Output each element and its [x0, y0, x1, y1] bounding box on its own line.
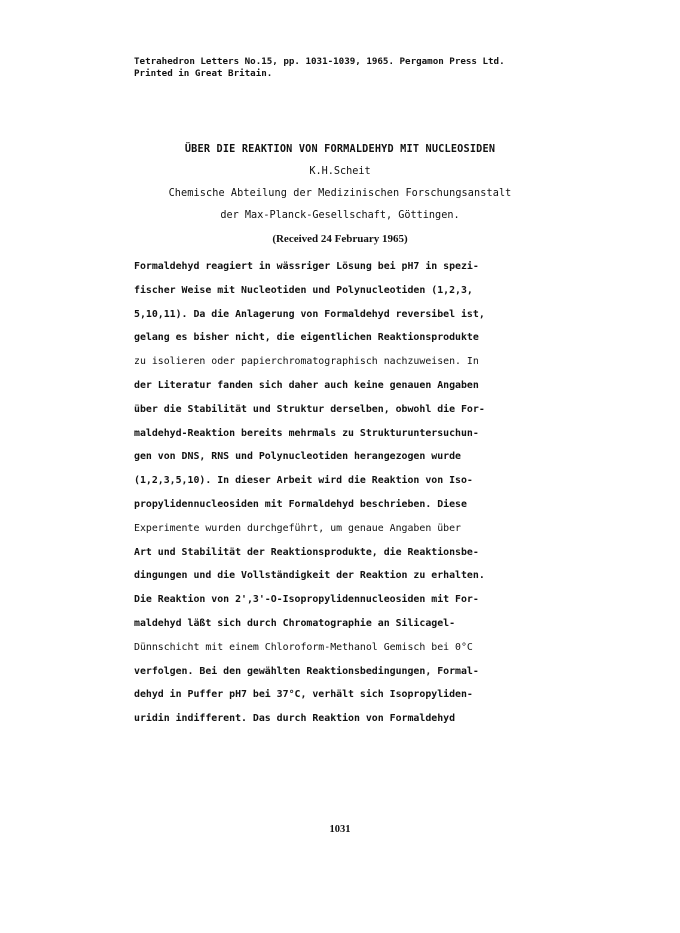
body-text	[134, 255, 546, 731]
body-line: dehyd in Puffer pH7 bei 37°C, verhält sich Isopropyliden-	[134, 689, 473, 701]
body-line: Experimente wurden durchgeführt, um genaue Angaben über	[134, 522, 461, 534]
received-date: (Received 24 February 1965)	[272, 233, 408, 245]
affiliation-line-1: Chemische Abteilung der Medizinischen Forschungsanstalt	[168, 188, 512, 199]
article-title: ÜBER DIE REAKTION VON FORMALDEHYD MIT NUCLEOSIDEN	[184, 144, 496, 155]
body-line: verfolgen. Bei den gewählten Reaktionsbedingungen, Formal-	[134, 665, 479, 677]
body-line: der Literatur fanden sich daher auch keine genauen Angaben	[134, 379, 479, 391]
body-line: gen von DNS, RNS und Polynucleotiden herangezogen wurde	[134, 451, 461, 463]
page-number: 1031	[329, 824, 351, 835]
body-line: gelang es bisher nicht, die eigentlichen Reaktionsprodukte	[134, 332, 479, 344]
body-line: uridin indifferent. Das durch Reaktion von Formaldehyd	[134, 713, 456, 725]
body-line: Dünnschicht mit einem Chloroform-Methanol Gemisch bei 0°C	[134, 641, 473, 653]
journal-header	[134, 56, 505, 80]
author: K.H.Scheit	[309, 166, 371, 177]
affiliation-line-2: der Max-Planck-Gesellschaft, Göttingen.	[220, 210, 460, 221]
body-line: maldehyd läßt sich durch Chromatographie an Silicagel-	[134, 617, 456, 629]
body-line: Art und Stabilität der Reaktionsprodukte, die Reaktionsbe-	[134, 546, 479, 558]
body-line: zu isolieren oder papierchromatographisch nachzuweisen. In	[134, 356, 479, 368]
body-line: Formaldehyd reagiert in wässriger Lösung bei pH7 in spezi-	[134, 261, 479, 272]
body-line: fischer Weise mit Nucleotiden und Polynucleotiden (1,2,3,	[134, 284, 473, 296]
printed-in: Printed in Great Britain.	[134, 68, 273, 79]
body-line: (1,2,3,5,10). In dieser Arbeit wird die Reaktion von Iso-	[134, 475, 473, 487]
body-line: Die Reaktion von 2',3'-O-Isopropylidennucleosiden mit For-	[134, 594, 479, 606]
journal-citation: Tetrahedron Letters No.15, pp. 1031-1039, 1965. Pergamon Press Ltd.	[134, 56, 505, 67]
body-line: über die Stabilität und Struktur derselben, obwohl die For-	[134, 403, 485, 415]
body-line: propylidennucleosiden mit Formaldehyd beschrieben. Diese	[134, 498, 467, 510]
body-line: maldehyd-Reaktion bereits mehrmals zu Strukturuntersuchun-	[134, 427, 479, 439]
body-line: dingungen und die Vollständigkeit der Reaktion zu erhalten.	[134, 570, 485, 582]
body-line: 5,10,11). Da die Anlagerung von Formaldehyd reversibel ist,	[134, 308, 485, 320]
